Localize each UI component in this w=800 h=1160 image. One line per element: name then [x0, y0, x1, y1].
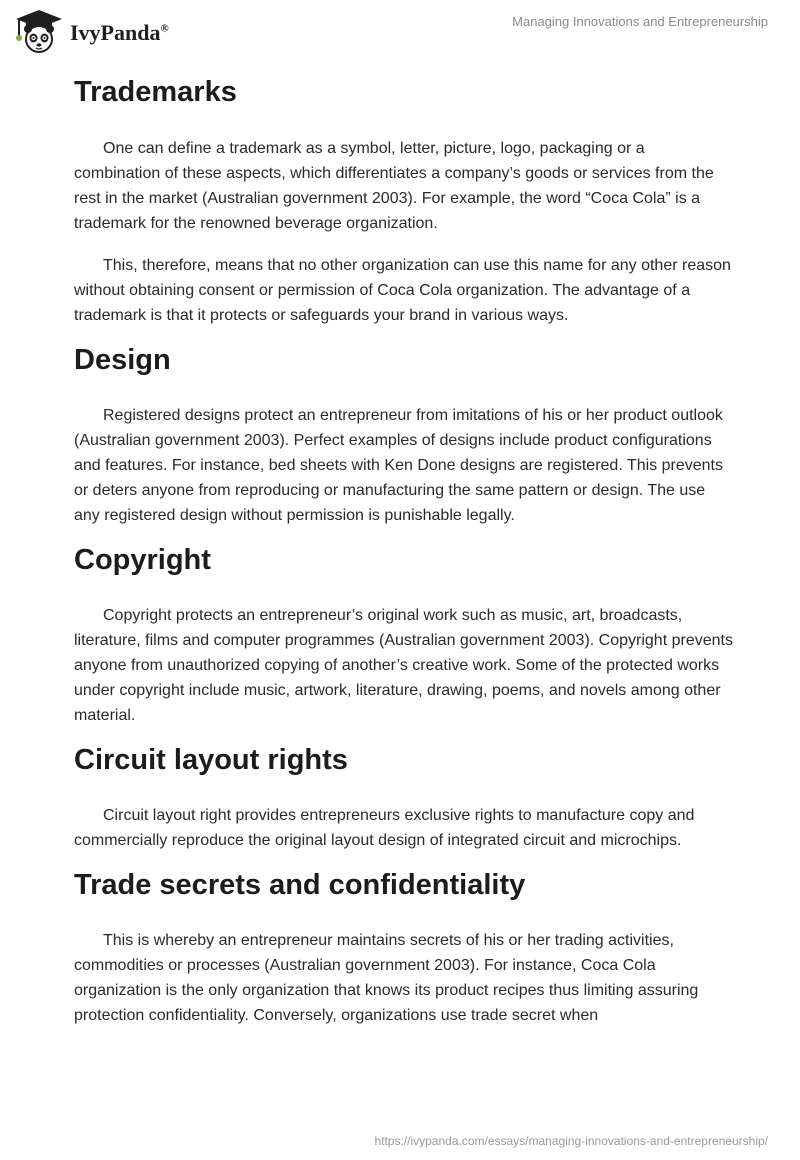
section-design	[74, 340, 734, 528]
paragraph: Registered designs protect an entrepreneur from imitations of his or her product outlook (Australian government 2003). Perfect examples of designs include product configurations and features. For instance, bed sheets with Ken Done designs are registered. This prevents or deters anyone from reproducing or manufacturing the same pattern or design. The use any registered design without permission is punishable legally.	[74, 407, 723, 524]
paragraph: This, therefore, means that no other organization can use this name for any other reason without obtaining consent or permission of Coca Cola organization. The advantage of a trademark is that it protects or safeguards your brand in various ways.	[74, 257, 731, 324]
section-heading: Circuit layout rights	[74, 744, 348, 776]
section-copyright	[74, 540, 734, 728]
section-trademarks	[74, 72, 734, 328]
document-title: Managing Innovations and Entrepreneurship	[512, 14, 768, 29]
section-heading: Copyright	[74, 544, 211, 576]
paragraph: One can define a trademark as a symbol, letter, picture, logo, packaging or a combination of these aspects, which differentiates a company’s goods or services from the rest in the market (Australian government 2003). For example, the word “Coca Cola” is a trademark for the renowned beverage organization.	[74, 140, 714, 232]
source-url[interactable]: https://ivypanda.com/essays/managing-innovations-and-entrepreneurship/	[374, 1134, 768, 1148]
paragraph: Copyright protects an entrepreneur’s original work such as music, art, broadcasts, literature, films and computer programmes (Australian government 2003). Copyright prevents anyone from unauthorized copying of another’s creative work. Some of the protected works under copyright include music, artwork, literature, drawing, poems, and novels among other material.	[74, 607, 733, 724]
paragraph: Circuit layout right provides entrepreneurs exclusive rights to manufacture copy and commercially reproduce the original layout design of integrated circuit and microchips.	[74, 807, 695, 849]
paragraph: This is whereby an entrepreneur maintains secrets of his or her trading activities, commodities or processes (Australian government 2003). For instance, Coca Cola organization is the only organization that knows its product recipes thus limiting assuring protection confidentiality. Conversely, organizations use trade secret when	[74, 932, 699, 1024]
section-heading: Trade secrets and confidentiality	[74, 869, 526, 901]
page-header	[0, 0, 800, 64]
section-heading: Design	[74, 344, 171, 376]
section-circuit-layout-rights	[74, 740, 734, 853]
essay-content	[74, 70, 734, 1028]
panda-graduate-icon	[14, 8, 64, 54]
section-trade-secrets	[74, 865, 734, 1028]
section-heading: Trademarks	[74, 76, 237, 108]
ivypanda-logo[interactable]	[14, 8, 169, 54]
brand-name: IvyPanda®	[70, 20, 169, 45]
